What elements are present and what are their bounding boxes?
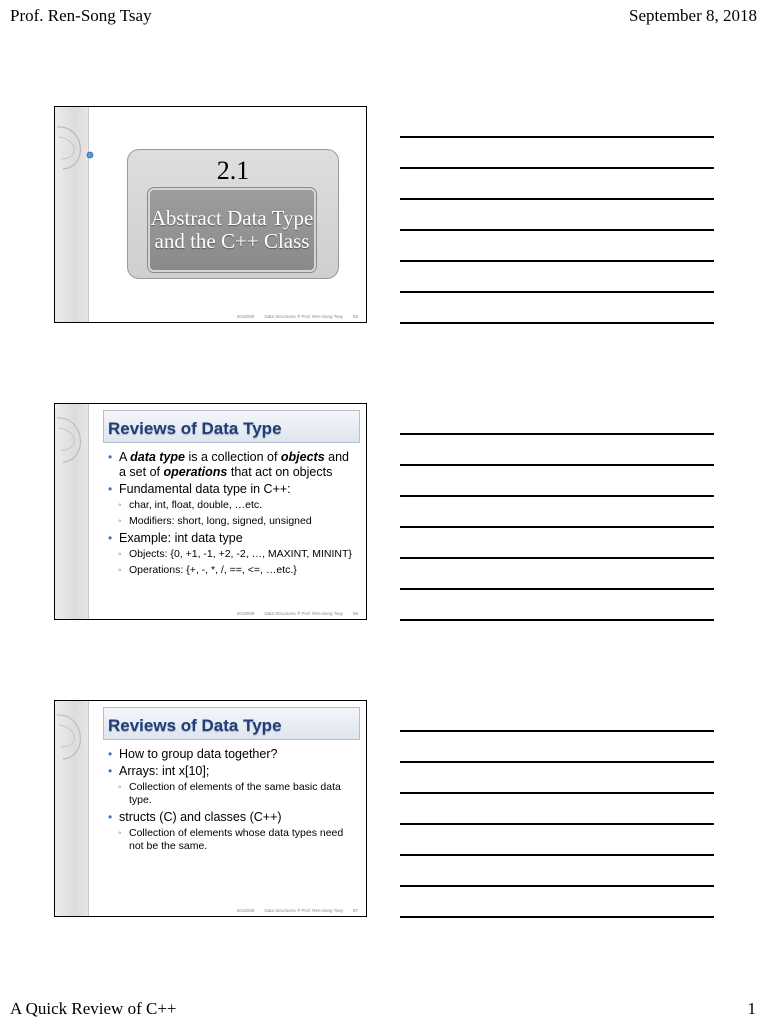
sub-bullet: ◦ Collection of elements whose data types need not be the same.: [107, 827, 357, 853]
bullet-data-type: • A data type is a collection of objects and a set of operations that act on objects: [107, 450, 357, 480]
bullet-fundamental: • Fundamental data type in C++:: [107, 482, 357, 497]
sub-bullet: ◦ Operations: {+, -, *, /, ==, <=, …etc.}: [107, 564, 357, 577]
sub-bullet: ◦ Collection of elements of the same basic data type.: [107, 781, 357, 807]
slide-title: Reviews of Data Type: [103, 707, 360, 740]
section-title: Abstract Data Type and the C++ Class: [148, 188, 316, 272]
slide-thumbnail-1: [54, 106, 367, 323]
slide-footer: 2018/9/8 Data Structures ® Prof. Ren-Song Tsay 87: [236, 908, 358, 913]
slide-body: [107, 747, 357, 856]
slide-body: [107, 450, 357, 580]
slide-title: Reviews of Data Type: [103, 410, 360, 443]
section-number: 2.1: [216, 156, 250, 185]
bullet-arrays: • Arrays: int x[10];: [107, 764, 357, 779]
slide-footer: 2018/9/8 Data Structures ® Prof. Ren-Song Tsay 85: [236, 314, 358, 319]
slide-thumbnail-3: [54, 700, 367, 917]
bullet-group: • How to group data together?: [107, 747, 357, 762]
bullet-structs: • structs (C) and classes (C++): [107, 810, 357, 825]
sub-bullet: ◦ Modifiers: short, long, signed, unsigned: [107, 515, 357, 528]
section-title-box: [127, 149, 339, 279]
sub-bullet: ◦ Objects: {0, +1, -1, +2, -2, …, MAXINT, MININT}: [107, 548, 357, 561]
page-number: 1: [747, 999, 756, 1018]
slide-decor-strip: [55, 404, 89, 619]
bullet-example: • Example: int data type: [107, 531, 357, 546]
slide-footer: 2018/9/8 Data Structures ® Prof. Ren-Song Tsay 86: [236, 611, 358, 616]
swirl-decoration-icon: [55, 404, 95, 484]
slide-decor-strip: [55, 701, 89, 916]
header-date: September 8, 2018: [629, 6, 757, 25]
sub-bullet: ◦ char, int, float, double, …etc.: [107, 499, 357, 512]
swirl-decoration-icon: [55, 107, 95, 187]
swirl-decoration-icon: [55, 701, 95, 781]
slide-decor-strip: [55, 107, 89, 322]
footer-title: A Quick Review of C++: [10, 999, 177, 1018]
slide-thumbnail-2: [54, 403, 367, 620]
header-author: Prof. Ren-Song Tsay: [10, 6, 152, 25]
